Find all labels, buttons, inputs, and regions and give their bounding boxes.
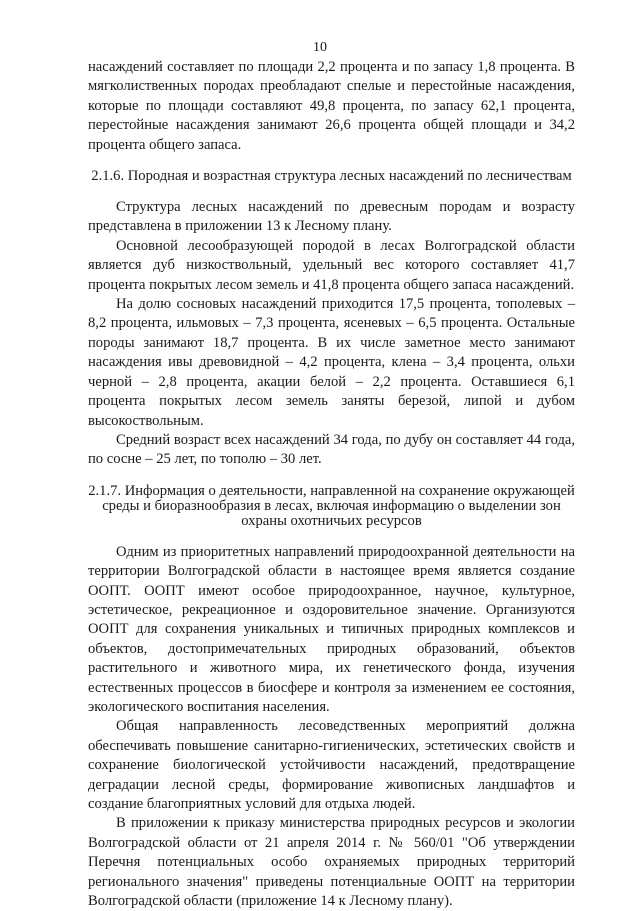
paragraph-main-species: Основной лесообразующей породой в лесах Волгоградской области является дуб низкоствольный, удельный вес которого составляет 41,7 процента покрытых лесом земель и 41,8 процента общего запаса насаждений. [88, 237, 575, 293]
document-body [88, 58, 575, 911]
page-number: 10 [313, 40, 327, 55]
section-heading-2-1-6: 2.1.6. Породная и возрастная структура лесных насаждений по лесничествам [91, 168, 572, 185]
section-heading-2-1-7: 2.1.7. Информация о деятельности, направленной на сохранение окружающей среды и биоразнообразия в лесах, включая информацию о выделении зон охраны охотничьих ресурсов [88, 482, 575, 529]
paragraph-forestry-measures: Общая направленность лесоведственных мероприятий должна обеспечивать повышение санитарно-гигиенических, эстетических свойств и сохранение биологической устойчивости насаждений, предотвращение деградации лесной среды, формирование живописных ландшафтов и создание благоприятных условий для отдыха людей. [88, 718, 575, 812]
paragraph-species-shares: На долю сосновых насаждений приходится 17,5 процента, тополевых – 8,2 процента, ильмовых – 7,3 процента, ясеневых – 6,5 процента. Остальные породы занимают 18,7 процента. В их числе заметное место занимают насаждения ивы древовидной – 4,2 процента, клена – 3,4 процента, ольхи черной – 2,8 процента, акации белой – 2,2 процента. Оставшиеся 6,1 процента покрытых лесом земель заняты березой, липой и дубом высокоствольным. [88, 296, 575, 429]
paragraph-structure: Структура лесных насаждений по древесным породам и возрасту представлена в приложении 13 к Лесному плану. [88, 199, 575, 235]
paragraph-oopt: Одним из приоритетных направлений природоохранной деятельности на территории Волгоградской области в настоящее время является создание ООПТ. ООПТ имеют особое природоохранное, научное, культурное, эстетическое, рекреационное и оздоровительное значение. Организуются ООПТ для сохранения уникальных и типичных природных комплексов и объектов, достопримечательных природных образований, объектов растительного и животного мира, их генетического фонда, изучения естественных процессов в биосфере и контроля за изменением ее состояния, экологического воспитания населения. [88, 543, 575, 715]
paragraph-intro: насаждений составляет по площади 2,2 процента и по запасу 1,8 процента. В мягколиственных породах преобладают спелые и перестойные насаждения, которые по площади составляют 49,8 процента, по запасу 62,1 процента, перестойные насаждения занимают 26,6 процента общей площади и 34,2 процента общего запаса. [88, 59, 575, 153]
paragraph-average-age: Средний возраст всех насаждений 34 года, по дубу он составляет 44 года, по сосне – 25 лет, по тополю – 30 лет. [88, 431, 575, 468]
paragraph-order-reference: В приложении к приказу министерства природных ресурсов и экологии Волгоградской области от 21 апреля 2014 г. № 560/01 "Об утверждении Перечня потенциальных особо охраняемых природных территорий регионального значения" приведены потенциальные ООПТ на территории Волгоградской области (приложение 14 к Лесному плану). [88, 815, 575, 910]
